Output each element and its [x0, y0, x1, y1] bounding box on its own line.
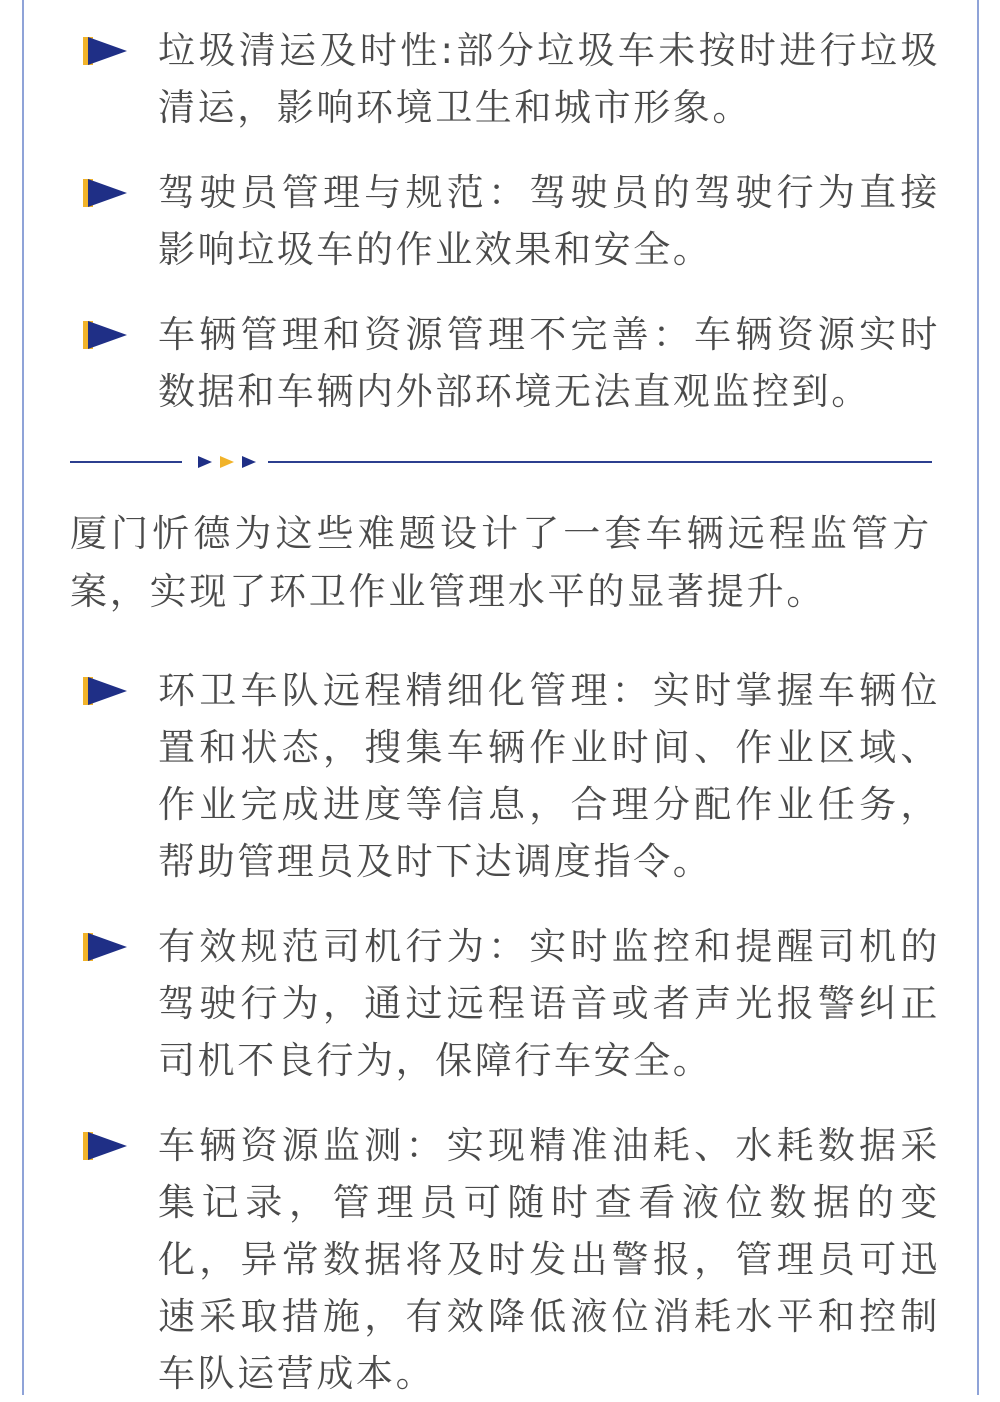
problem-text: 垃圾清运及时性:部分垃圾车未按时进行垃圾清运，影响环境卫生和城市形象。: [158, 29, 940, 129]
solution-text: 车辆资源监测：实现精准油耗、水耗数据采集记录，管理员可随时查看液位数据的变化，异常数据将及时发出警报，管理员可迅速采取措施，有效降低液位消耗水平和控制车队运营成本。: [158, 1124, 940, 1395]
problem-list: [80, 22, 940, 420]
problem-text: 驾驶员管理与规范：驾驶员的驾驶行为直接影响垃圾车的作业效果和安全。: [158, 171, 940, 271]
triangle-bullet-icon: [80, 1129, 130, 1163]
problem-item-garbage-collection: [80, 22, 940, 136]
problem-text: 车辆管理和资源管理不完善：车辆资源实时数据和车辆内外部环境无法直观监控到。: [158, 313, 940, 413]
solution-text: 环卫车队远程精细化管理：实时掌握车辆位置和状态，搜集车辆作业时间、作业区域、作业完成进度等信息，合理分配作业任务，帮助管理员及时下达调度指令。: [158, 669, 940, 883]
triangle-bullet-icon: [80, 34, 130, 68]
intro-paragraph: 厦门忻德为这些难题设计了一套车辆远程监管方案，实现了环卫作业管理水平的显著提升。: [70, 512, 932, 613]
section-divider: [70, 450, 932, 474]
left-border-line: [22, 0, 24, 1395]
divider-line-right: [268, 461, 932, 463]
divider-line-left: [70, 461, 182, 463]
solution-list: [80, 662, 940, 1402]
triangle-bullet-icon: [80, 930, 130, 964]
solution-item-resource-monitoring: [80, 1117, 940, 1402]
triangle-bullet-icon: [80, 318, 130, 352]
solution-text: 有效规范司机行为：实时监控和提醒司机的驾驶行为，通过远程语音或者声光报警纠正司机不良行为，保障行车安全。: [158, 925, 940, 1082]
solution-item-fleet-management: [80, 662, 940, 890]
triangle-bullet-icon: [80, 176, 130, 210]
divider-arrows-icon: [196, 454, 260, 470]
triangle-bullet-icon: [80, 674, 130, 708]
right-border-line: [977, 0, 979, 1395]
problem-item-driver-management: [80, 164, 940, 278]
solution-item-driver-behavior: [80, 918, 940, 1089]
problem-item-resource-management: [80, 306, 940, 420]
